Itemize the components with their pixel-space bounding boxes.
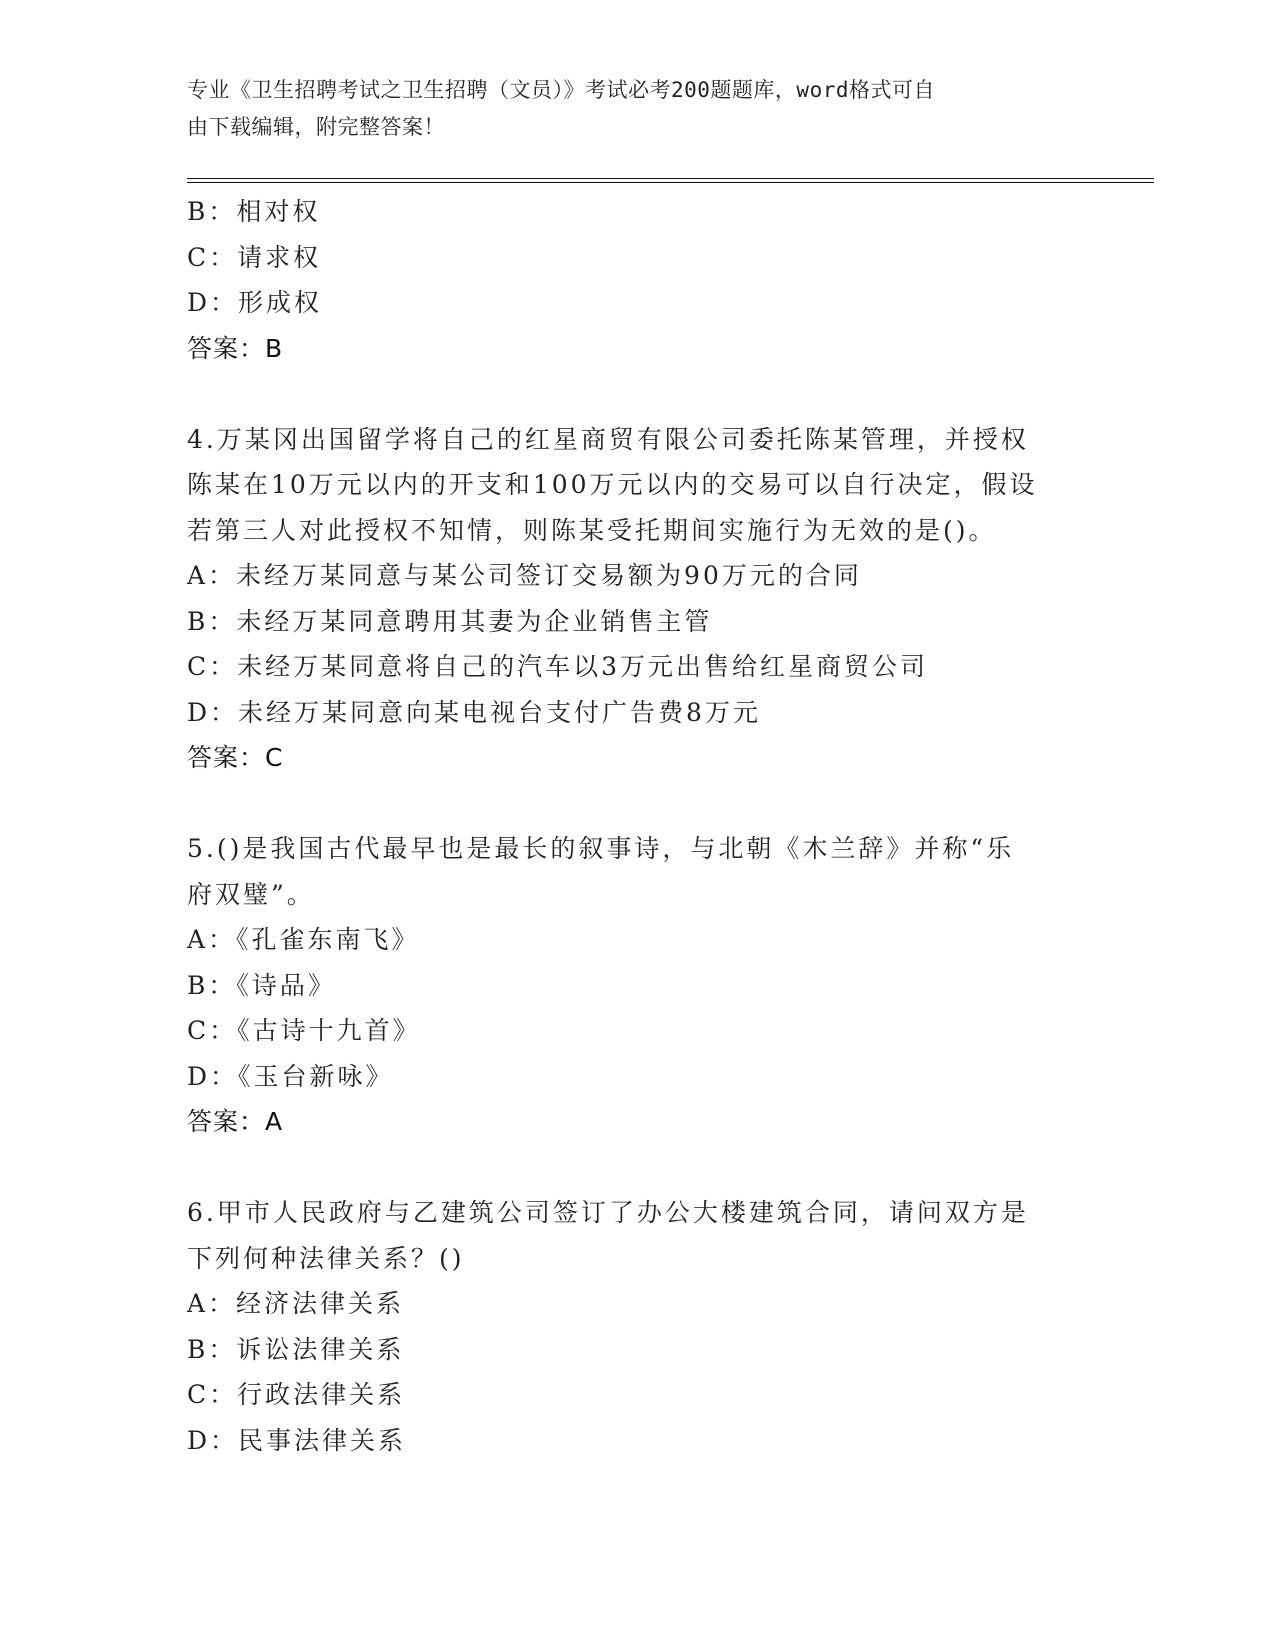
answer: 答案：C <box>187 743 284 772</box>
question-stem-line: 府双璧”。 <box>187 879 315 909</box>
option-c: C：未经万某同意将自己的汽车以3万元出售给红星商贸公司 <box>187 652 929 681</box>
header-divider-top <box>187 178 1154 179</box>
option-d: D：未经万某同意向某电视台支付广告费8万元 <box>187 697 761 727</box>
option-a: A：《孔雀东南飞》 <box>187 925 420 954</box>
question-stem-line: 4.万某冈出国留学将自己的红星商贸有限公司委托陈某管理，并授权 <box>187 424 1029 454</box>
header-line-1: 专业《卫生招聘考试之卫生招聘（文员）》考试必考200题题库，word格式可自 <box>187 78 935 102</box>
option-b: B：未经万某同意聘用其妻为企业销售主管 <box>187 606 713 636</box>
option-b: B：《诗品》 <box>187 970 336 1000</box>
header-divider-bottom <box>187 182 1154 183</box>
option-a: A：未经万某同意与某公司签订交易额为90万元的合同 <box>187 561 862 590</box>
option-b: B：相对权 <box>187 197 321 226</box>
question-4 <box>187 417 1087 781</box>
document-header <box>187 72 1067 146</box>
question-5 <box>187 826 1087 1145</box>
question-list <box>187 189 1087 1463</box>
option-b: B：诉讼法律关系 <box>187 1334 405 1364</box>
option-d: D：《玉台新咏》 <box>187 1061 394 1091</box>
option-c: C：《古诗十九首》 <box>187 1016 421 1045</box>
option-c: C：行政法律关系 <box>187 1380 406 1409</box>
question-6 <box>187 1190 1087 1463</box>
question-stem-line: 下列何种法律关系？() <box>187 1243 465 1273</box>
question-3-tail <box>187 189 1087 371</box>
answer: 答案：B <box>187 333 284 363</box>
spacer <box>187 1145 1087 1191</box>
question-stem-line: 6.甲市人民政府与乙建筑公司签订了办公大楼建筑合同，请问双方是 <box>187 1198 1029 1227</box>
question-stem-line: 5.()是我国古代最早也是最长的叙事诗，与北朝《木兰辞》并称“乐 <box>187 834 1015 863</box>
answer: 答案：A <box>187 1107 284 1136</box>
header-line-2: 由下载编辑，附完整答案！ <box>187 115 445 139</box>
option-a: A：经济法律关系 <box>187 1289 405 1318</box>
question-stem-line: 若第三人对此授权不知情，则陈某受托期间实施行为无效的是()。 <box>187 515 997 545</box>
option-c: C：请求权 <box>187 242 322 272</box>
spacer <box>187 781 1087 827</box>
spacer <box>187 371 1087 417</box>
question-stem-line: 陈某在10万元以内的开支和100万元以内的交易可以自行决定，假设 <box>187 470 1038 499</box>
option-d: D：形成权 <box>187 288 323 317</box>
option-d: D：民事法律关系 <box>187 1425 407 1455</box>
